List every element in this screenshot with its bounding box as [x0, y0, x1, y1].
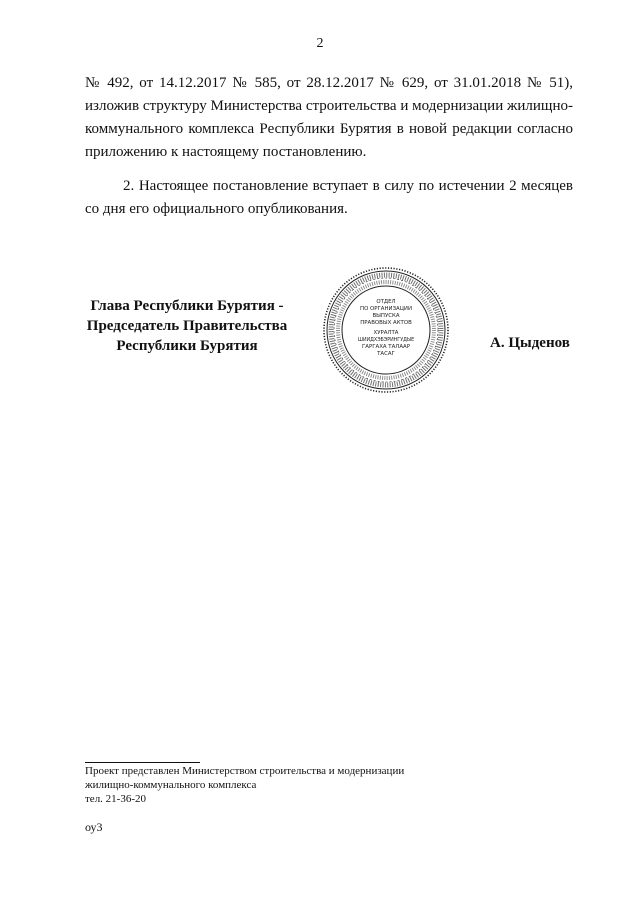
footnote-line-2: жилищно-коммунального комплекса	[85, 779, 257, 791]
signatory-name: А. Цыденов	[490, 335, 570, 351]
signatory-title	[78, 296, 296, 356]
signatory-title-line-2: Председатель Правительства	[86, 318, 288, 334]
footnote-line-3: тел. 21-36-20	[85, 793, 147, 805]
footnote-line-1: Проект представлен Министерством строительства и модернизации	[85, 765, 405, 777]
page-number: 2	[316, 36, 324, 51]
seal-inner-line-1: ОТДЕЛ	[376, 299, 396, 305]
document-code: оу3	[85, 820, 103, 834]
signatory-title-line-1: Глава Республики Бурятия -	[90, 298, 284, 314]
seal-inner-line-2: ПО ОРГАНИЗАЦИИ	[360, 306, 412, 312]
footnote	[85, 764, 404, 806]
footnote-divider	[85, 762, 200, 763]
seal-inner-line-6: ШИИДХЭБЭРИНГУДЫЕ	[357, 338, 415, 343]
official-seal-graphic	[322, 266, 450, 394]
seal-inner-line-4: ПРАВОВЫХ АКТОВ	[360, 320, 412, 326]
official-seal	[322, 266, 450, 394]
seal-inner-line-7: ГАРГАХА ТАЛААР	[362, 344, 410, 350]
body-paragraph-2: 2. Настоящее постановление вступает в силу по истечении 2 месяцев со дня его официального опубликования.	[85, 178, 573, 217]
seal-inner-line-3: ВЫПУСКА	[372, 313, 400, 319]
seal-inner-line-8: ТАСАГ	[377, 351, 395, 357]
body-paragraph-1: № 492, от 14.12.2017 № 585, от 28.12.2017 № 629, от 31.01.2018 № 51), изложив структуру Министерства строительства и модернизации жилищно-коммунального комплекса Республики Бурятия в новой редакции согласно приложению к настоящему постановлению.	[85, 75, 573, 160]
signatory-title-line-3: Республики Бурятия	[116, 338, 258, 354]
seal-inner-line-5: ХУРАЛТА	[373, 330, 399, 336]
